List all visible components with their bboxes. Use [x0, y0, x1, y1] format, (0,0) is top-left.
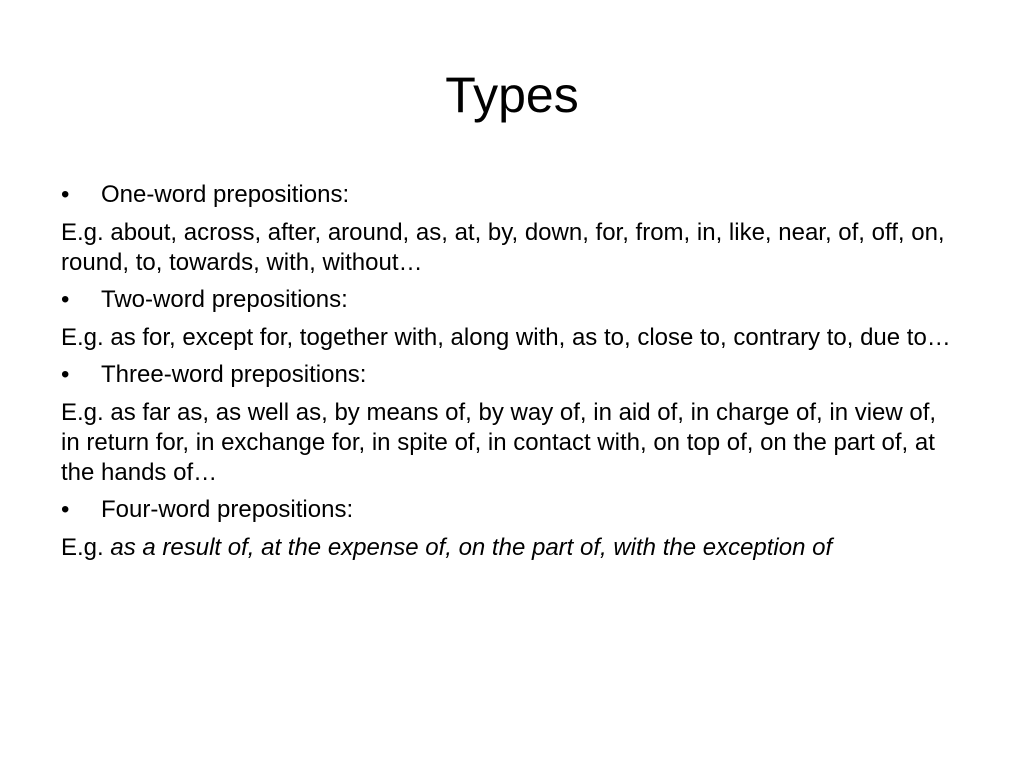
slide-content — [61, 180, 961, 570]
example-text: as far as, as well as, by means of, by way of, in aid of, in charge of, in view of, in return for, in exchange for, in spite of, in contact with, on top of, on the part of, at the hands of… — [61, 399, 937, 486]
example-three-word — [61, 398, 961, 488]
bullet-two-word — [61, 285, 961, 315]
bullet-icon: • — [61, 286, 70, 313]
example-prefix: E.g. — [61, 219, 111, 246]
bullet-three-word — [61, 360, 961, 390]
bullet-heading: Two-word prepositions: — [101, 286, 348, 313]
slide-title: Types — [445, 67, 579, 123]
example-four-word — [61, 533, 961, 563]
bullet-heading: Four-word prepositions: — [101, 496, 354, 523]
bullet-icon: • — [61, 181, 70, 208]
bullet-heading: One-word prepositions: — [101, 181, 350, 208]
bullet-heading: Three-word prepositions: — [101, 361, 367, 388]
example-prefix: E.g. — [61, 399, 111, 426]
example-text: about, across, after, around, as, at, by, down, for, from, in, like, near, of, off, on, round, to, towards, with, without… — [61, 219, 945, 276]
example-text-italic: as a result of, at the expense of, on the part of, with the exception of — [110, 534, 833, 561]
example-prefix: E.g. — [61, 534, 111, 561]
bullet-one-word — [61, 180, 961, 210]
example-text: as for, except for, together with, along with, as to, close to, contrary to, due to… — [110, 324, 951, 351]
example-one-word — [61, 218, 961, 278]
bullet-four-word — [61, 495, 961, 525]
example-two-word — [61, 323, 961, 353]
bullet-icon: • — [61, 361, 70, 388]
example-prefix: E.g. — [61, 324, 111, 351]
bullet-icon: • — [61, 496, 70, 523]
